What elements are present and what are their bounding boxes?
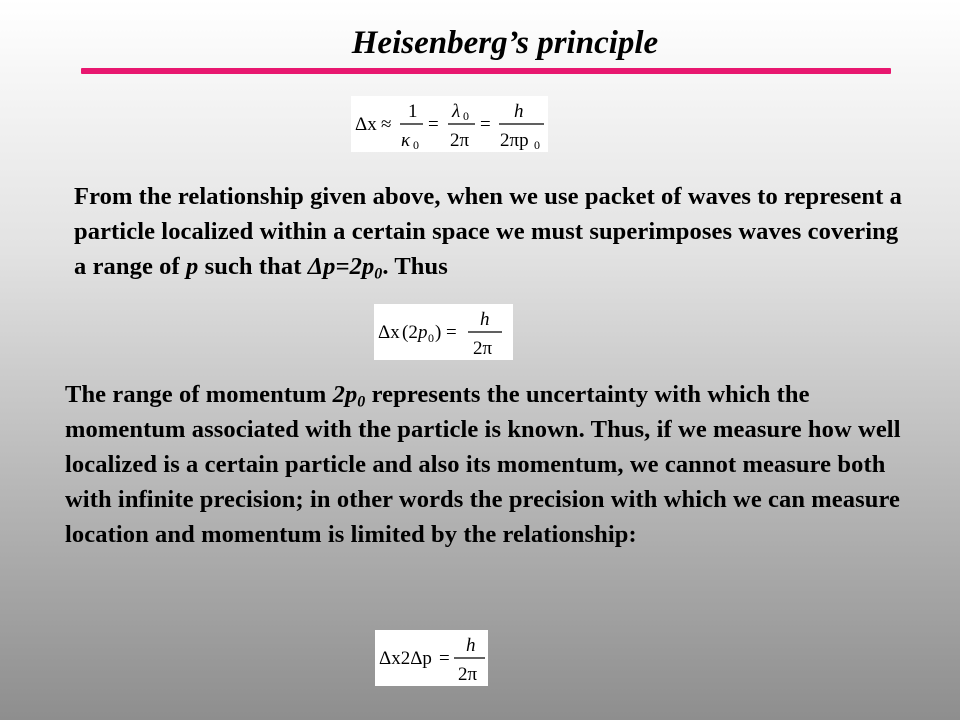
equation-3 (375, 630, 488, 686)
eq2-paren: (2 (402, 322, 418, 343)
eq2-p-sub: 0 (428, 331, 434, 345)
p2-text-a: The range of momentum (65, 381, 333, 408)
eq1-two-pi-p: 2πp (500, 130, 529, 151)
p1-p-symbol: p (186, 253, 199, 280)
eq1-num-1: 1 (408, 101, 418, 122)
paragraph-1 (74, 179, 914, 284)
eq1-kappa: κ (401, 130, 411, 151)
eq2-rparen: ) (435, 322, 442, 343)
eq1-eq-2: = (480, 114, 491, 135)
p2-text-b: represents the uncertainty with which the momentum associated with the particle is known. Thus, if we measure how well localized is a certain particle and also its momentum, we cannot measure both with infinite precision; in other words the precision with which we can measure location and momentum is limited by the relationship: (65, 381, 901, 548)
eq1-kappa-sub: 0 (413, 138, 419, 152)
eq1-lambda-sub: 0 (463, 109, 469, 123)
equation-1 (351, 96, 548, 152)
eq2-p: p (418, 322, 428, 343)
eq2-delta-x: Δx (378, 322, 400, 343)
p1-text-c: . Thus (382, 253, 448, 280)
eq1-approx: ≈ (381, 114, 392, 135)
eq1-two-pi: 2π (450, 130, 470, 151)
eq3-lhs: Δx2Δp (379, 648, 432, 669)
equation-2 (374, 304, 513, 360)
p2-two-p-sub: 0 (357, 393, 366, 411)
eq2-eq: = (446, 322, 457, 343)
p2-two-p: 2p (332, 381, 358, 408)
p1-text-a: From the relationship given above, when we use packet of waves to represent a particle localized within a certain space we must superimposes waves covering a range of (74, 183, 902, 280)
eq3-eq: = (439, 648, 450, 669)
eq1-delta-x: Δx (355, 114, 377, 135)
eq1-p-sub: 0 (534, 138, 540, 152)
paragraph-2 (65, 377, 915, 552)
p1-delta-p: Δp=2p (307, 253, 375, 280)
eq1-lambda: λ (452, 101, 461, 122)
eq3-h: h (466, 635, 476, 656)
p1-text-b: such that (198, 253, 308, 280)
eq1-eq-1: = (428, 114, 439, 135)
p1-delta-p-sub: 0 (374, 265, 383, 283)
slide-title: Heisenberg’s principle (351, 25, 659, 61)
eq1-h: h (514, 101, 524, 122)
title-underline (81, 68, 891, 74)
eq3-two-pi: 2π (458, 664, 478, 685)
eq2-h: h (480, 309, 490, 330)
eq2-two-pi: 2π (473, 338, 493, 359)
